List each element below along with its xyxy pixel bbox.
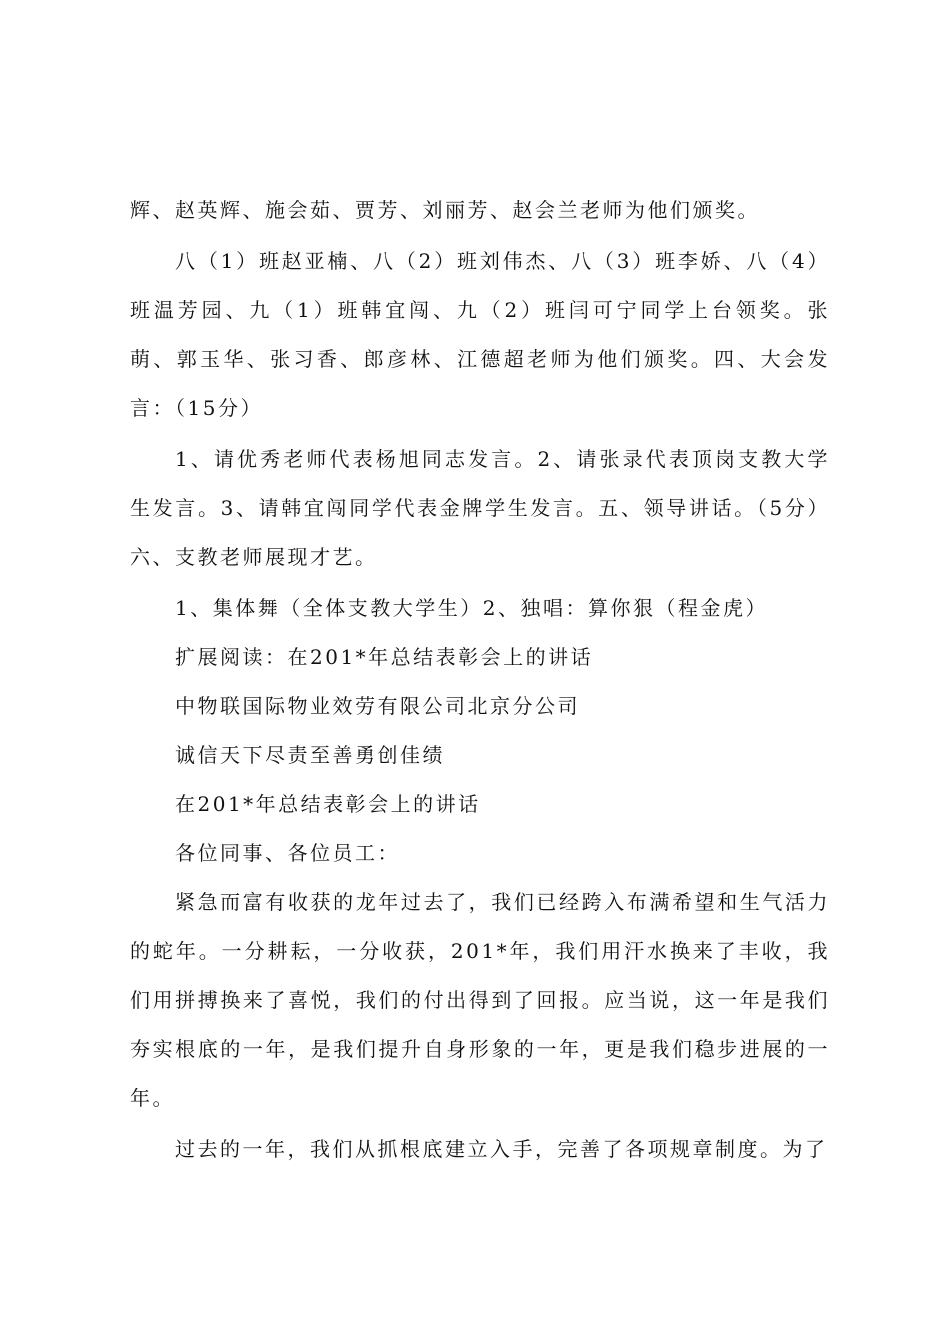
paragraph-10: 紧急而富有收获的龙年过去了，我们已经跨入布满希望和生气活力的蛇年。一分耕耘，一分收获，201*年，我们用汗水换来了丰收，我们用拼搏换来了喜悦，我们的付出得到了回报。应当说，这一年是我们夯实根底的一年，是我们提升自身形象的一年，更是我们稳步进展的一年。 <box>130 890 830 1110</box>
paragraph-9: 各位同事、各位员工： <box>175 841 400 865</box>
document-body <box>130 186 830 1174</box>
paragraph-1: 辉、赵英辉、施会茹、贾芳、刘丽芳、赵会兰老师为他们颁奖。 <box>130 198 760 222</box>
paragraph-6: 中物联国际物业效劳有限公司北京分公司 <box>175 694 580 718</box>
paragraph-8: 在201*年总结表彰会上的讲话 <box>175 792 481 816</box>
paragraph-3: 1、请优秀老师代表杨旭同志发言。2、请张录代表顶岗支教大学生发言。3、请韩宜闯同学代表金牌学生发言。五、领导讲话。（5分）六、支教老师展现才艺。 <box>130 447 830 569</box>
paragraph-7: 诚信天下尽责至善勇创佳绩 <box>175 743 445 767</box>
paragraph-2: 八（1）班赵亚楠、八（2）班刘伟杰、八（3）班李娇、八（4）班温芳园、九（1）班韩宜闯、九（2）班闫可宁同学上台领奖。张萌、郭玉华、张习香、郎彦林、江德超老师为他们颁奖。四、大会发言：（15分） <box>130 249 830 420</box>
paragraph-5: 扩展阅读：在201*年总结表彰会上的讲话 <box>175 645 594 669</box>
paragraph-4: 1、集体舞（全体支教大学生）2、独唱：算你狠（程金虎） <box>175 596 768 620</box>
paragraph-11: 过去的一年，我们从抓根底建立入手，完善了各项规章制度。为了 <box>175 1137 828 1161</box>
